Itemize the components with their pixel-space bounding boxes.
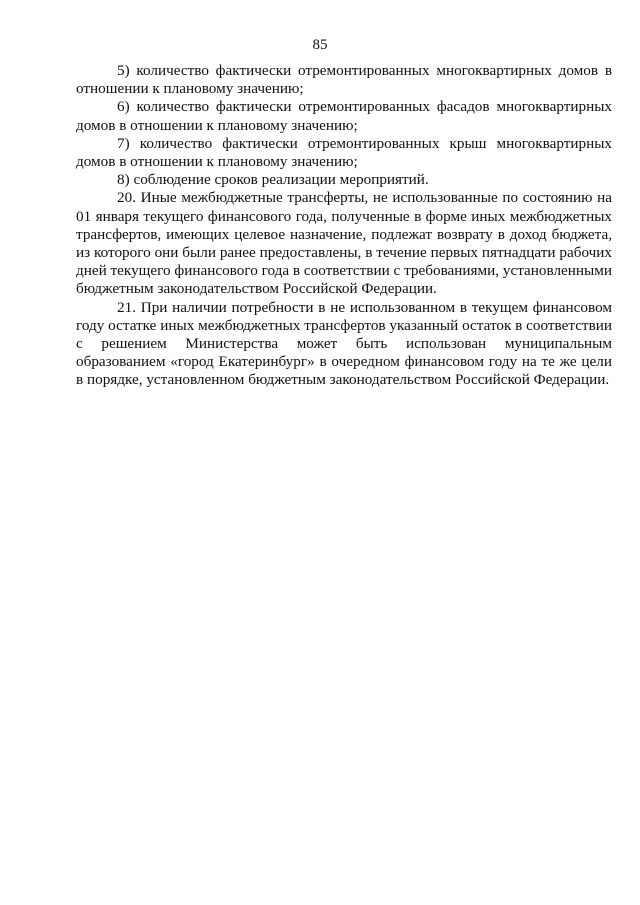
- page-number: 85: [312, 37, 328, 53]
- paragraph-item-6: 6) количество фактически отремонтированных фасадов многоквартирных домов в отношении к плановому значению;: [76, 98, 612, 134]
- paragraph-clause-21: 21. При наличии потребности в не использованном в текущем финансовом году остатке иных межбюджетных трансфертов указанный остаток в соответствии с решением Министерства может быть использован муниципальным образованием «город Екатеринбург» в очередном финансовом году на те же цели в порядке, установленном бюджетным законодательством Российской Федерации.: [76, 298, 612, 389]
- paragraph-item-7: 7) количество фактически отремонтированных крыш многоквартирных домов в отношении к плановому значению;: [76, 134, 612, 171]
- paragraph-item-5: 5) количество фактически отремонтированных многоквартирных домов в отношении к плановому значению;: [76, 62, 612, 98]
- paragraph-clause-20: 20. Иные межбюджетные трансферты, не использованные по состоянию на 01 января текущего финансового года, полученные в форме иных межбюджетных трансфертов, имеющих целевое назначение, подлежат возврату в доход бюджета, из которого они были ранее предоставлены, в течение первых пятнадцати рабочих дней текущего финансового года в соответствии с требованиями, установленными бюджетным законодательством Российской Федерации.: [76, 189, 612, 298]
- document-body: [76, 62, 612, 390]
- paragraph-item-8: 8) соблюдение сроков реализации мероприятий.: [117, 171, 429, 189]
